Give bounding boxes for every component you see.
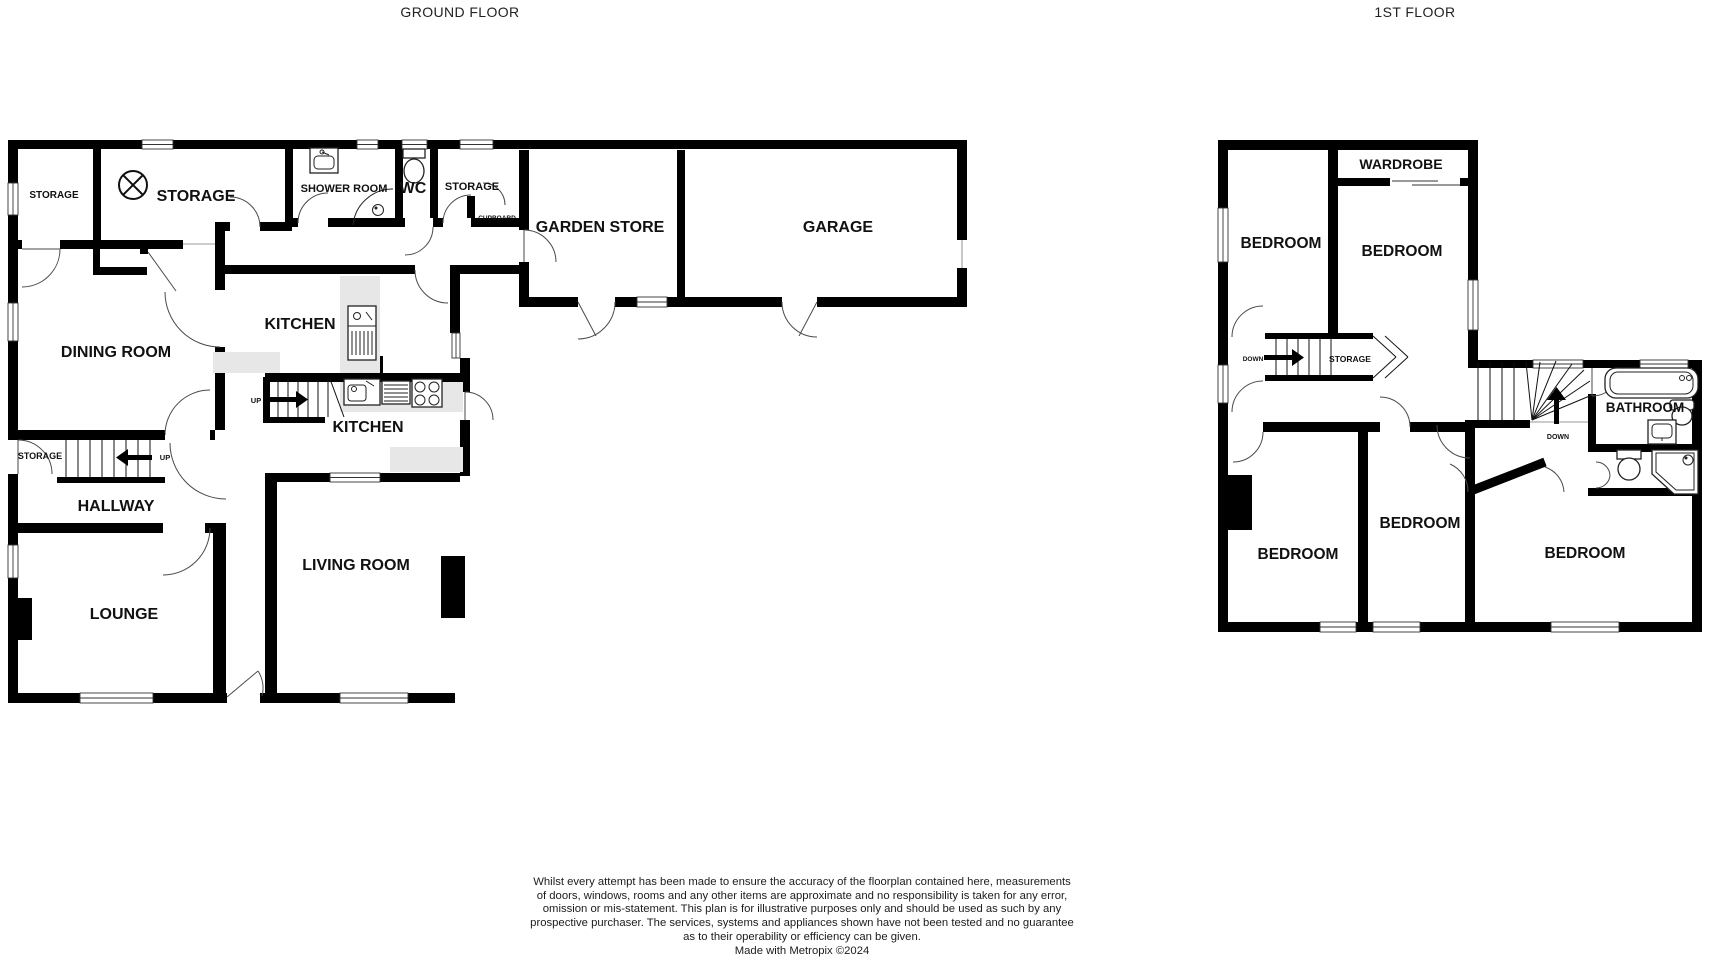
stove-icon: [412, 379, 442, 407]
room-label: BATHROOM: [1605, 400, 1685, 415]
room-label: STORAGE: [17, 451, 63, 461]
room-label: LIVING ROOM: [302, 557, 410, 574]
room-label: BEDROOM: [1240, 235, 1322, 252]
room-label: GARAGE: [802, 219, 874, 236]
ensuite-toilet-icon: [1617, 450, 1641, 480]
room-label: DINING ROOM: [60, 344, 172, 361]
kitchen-stairs: [263, 377, 344, 423]
room-label: BEDROOM: [1361, 243, 1443, 260]
winder-stairs: [1478, 361, 1592, 424]
room-label: STORAGE: [156, 188, 236, 205]
ground-floor-wall-openings: [8, 218, 967, 703]
hallway-stairs: [57, 433, 165, 483]
chimney-breast: [1228, 475, 1252, 530]
wc-toilet-icon: [403, 149, 425, 183]
fridge-icon: [348, 306, 376, 360]
shower-room-sink-icon: [310, 148, 338, 173]
chimney-breast: [16, 598, 32, 640]
first-floor-room-labels: [1241, 156, 1685, 563]
stair-label: UP: [159, 453, 171, 462]
up-arrow-icon: [270, 391, 308, 408]
disclaimer-line: as to their operability or efficiency can be given.: [683, 930, 921, 943]
bath-icon: [1605, 368, 1698, 398]
disclaimer: [492, 876, 1112, 958]
room-label: KITCHEN: [264, 316, 336, 333]
kitchen-sink-icon: [344, 379, 410, 405]
room-label: GARDEN STORE: [535, 219, 665, 236]
room-label: STORAGE: [444, 181, 500, 193]
room-label: CUPBOARD: [478, 215, 516, 222]
room-label: WC: [399, 180, 427, 197]
first-floor-title: 1ST FLOOR: [1374, 4, 1456, 20]
stair-label: DOWN: [1242, 356, 1264, 363]
disclaimer-line: of doors, windows, rooms and any other items are approximate and no responsibility is taken for any error,: [536, 889, 1068, 902]
room-label: STORAGE: [29, 190, 79, 201]
first-floor-plan: [1218, 140, 1702, 632]
stair-label: DOWN: [1546, 434, 1570, 441]
room-label: SHOWER ROOM: [300, 183, 388, 195]
up-arrow-icon: [1547, 387, 1566, 424]
disclaimer-line: prospective purchaser. The services, systems and appliances shown have not been tested and no guarantee: [530, 917, 1074, 930]
room-label: BEDROOM: [1379, 515, 1461, 532]
room-label: STORAGE: [1329, 354, 1371, 364]
room-label: BEDROOM: [1544, 545, 1626, 562]
room-label: KITCHEN: [332, 419, 404, 436]
room-label: WARDROBE: [1359, 156, 1443, 172]
disclaimer-line: omission or mis-statement. This plan is for illustrative purposes only and should be used as such by any: [542, 903, 1062, 916]
credit-line: Made with Metropix ©2024: [734, 944, 870, 957]
chimney-breast: [441, 556, 465, 618]
ground-floor-title: GROUND FLOOR: [400, 4, 520, 20]
up-arrow-icon: [116, 449, 152, 466]
room-label: LOUNGE: [89, 606, 159, 623]
light-symbol: [119, 171, 147, 199]
disclaimer-line: Whilst every attempt has been made to ensure the accuracy of the floorplan contained here, measurements: [533, 876, 1071, 888]
ensuite-shower-icon: [1652, 450, 1698, 494]
room-label: HALLWAY: [77, 498, 155, 515]
room-label: BEDROOM: [1257, 546, 1339, 563]
stair-label: UP: [250, 396, 262, 405]
ground-floor-plan: [8, 140, 967, 703]
first-floor-windows: [1218, 208, 1688, 632]
bathroom-sink-icon: [1648, 420, 1676, 444]
